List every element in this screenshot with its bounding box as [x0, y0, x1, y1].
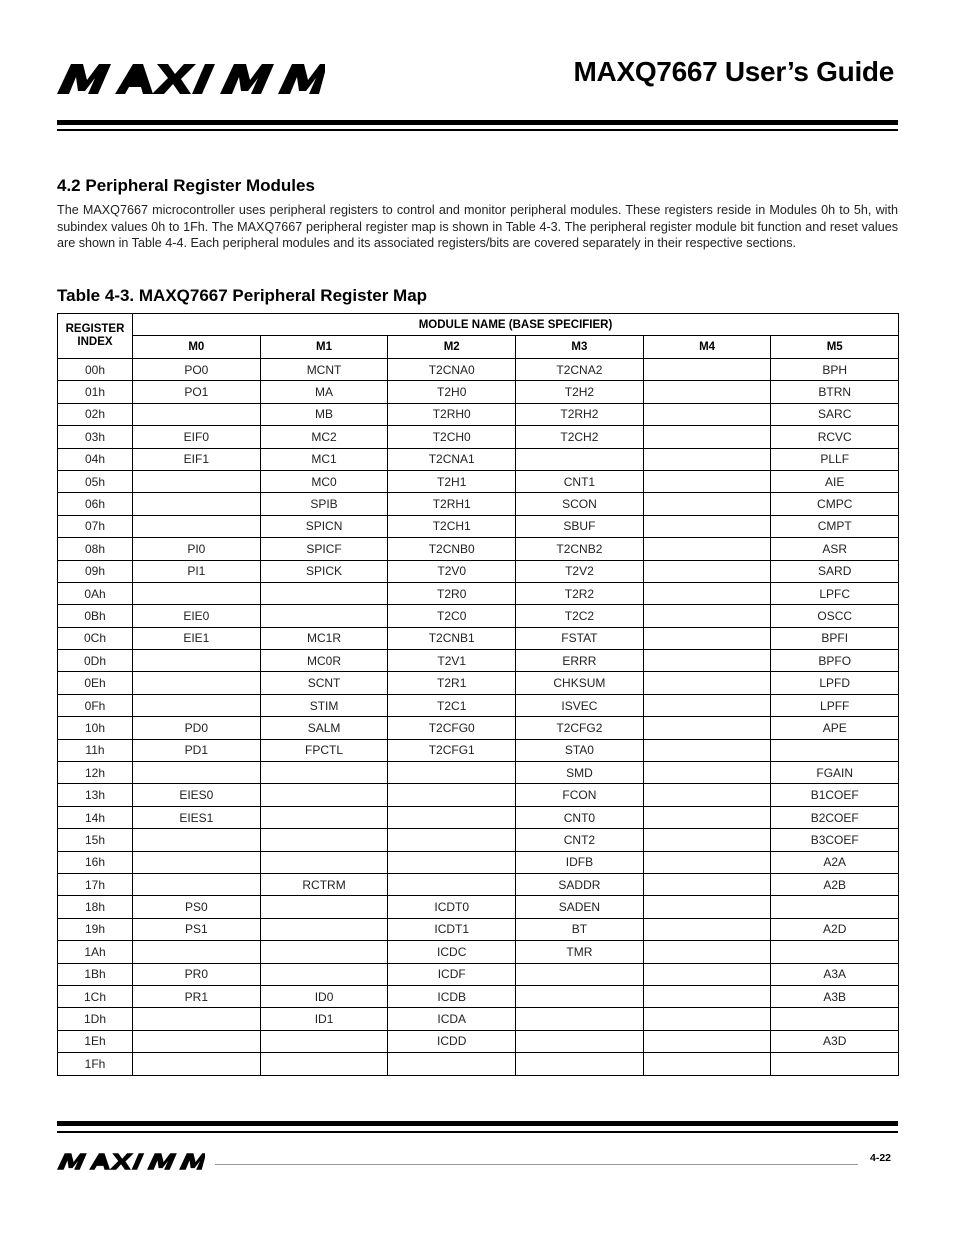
register-index-header: REGISTER INDEX	[58, 314, 133, 359]
register-name-cell: FGAIN	[771, 762, 899, 784]
register-name-cell: EIE1	[133, 627, 261, 649]
register-index-cell: 0Eh	[58, 672, 133, 694]
register-name-cell: A2B	[771, 873, 899, 895]
register-name-cell	[771, 941, 899, 963]
register-name-cell: PS0	[133, 896, 261, 918]
module-column-header: M0	[133, 336, 261, 359]
register-name-cell	[643, 448, 771, 470]
register-index-cell: 17h	[58, 873, 133, 895]
table-row	[58, 918, 899, 940]
register-index-cell: 0Dh	[58, 650, 133, 672]
register-name-cell: T2CH1	[388, 515, 516, 537]
register-name-cell	[388, 784, 516, 806]
register-name-cell	[260, 829, 388, 851]
register-index-cell: 0Ah	[58, 582, 133, 604]
register-index-cell: 08h	[58, 538, 133, 560]
register-index-cell: 15h	[58, 829, 133, 851]
table-row	[58, 426, 899, 448]
maxim-logo	[57, 62, 325, 96]
register-name-cell	[388, 829, 516, 851]
register-index-cell: 1Fh	[58, 1053, 133, 1075]
register-name-cell	[643, 806, 771, 828]
register-name-cell: T2CH2	[516, 426, 644, 448]
register-name-cell	[133, 515, 261, 537]
table-row	[58, 941, 899, 963]
register-name-cell: RCTRM	[260, 873, 388, 895]
register-name-cell: B3COEF	[771, 829, 899, 851]
register-name-cell	[643, 829, 771, 851]
register-index-cell: 1Dh	[58, 1008, 133, 1030]
register-name-cell: T2H2	[516, 381, 644, 403]
register-name-cell: A2A	[771, 851, 899, 873]
register-name-cell	[643, 426, 771, 448]
register-name-cell: SPICN	[260, 515, 388, 537]
register-name-cell	[260, 1053, 388, 1075]
register-name-cell	[516, 963, 644, 985]
register-name-cell: PR1	[133, 985, 261, 1007]
register-index-cell: 11h	[58, 739, 133, 761]
register-name-cell: SARC	[771, 403, 899, 425]
register-name-cell: PI0	[133, 538, 261, 560]
footer-divider	[215, 1164, 858, 1165]
register-name-cell	[133, 873, 261, 895]
register-name-cell: T2CNA1	[388, 448, 516, 470]
register-name-cell	[260, 918, 388, 940]
register-name-cell: SPICK	[260, 560, 388, 582]
register-name-cell	[260, 963, 388, 985]
register-name-cell: CHKSUM	[516, 672, 644, 694]
register-name-cell: MA	[260, 381, 388, 403]
register-name-cell: A3D	[771, 1030, 899, 1052]
register-name-cell: MC0	[260, 470, 388, 492]
register-index-cell: 10h	[58, 717, 133, 739]
register-name-cell: T2CFG1	[388, 739, 516, 761]
register-name-cell: ID0	[260, 985, 388, 1007]
table-row	[58, 560, 899, 582]
footer-rule-thin	[57, 1131, 898, 1133]
register-name-cell	[516, 1030, 644, 1052]
register-name-cell	[643, 672, 771, 694]
register-name-cell	[643, 1030, 771, 1052]
register-map-table	[57, 313, 899, 1076]
register-name-cell	[771, 1008, 899, 1030]
register-name-cell: ICDT1	[388, 918, 516, 940]
register-name-cell: BPH	[771, 359, 899, 381]
register-name-cell	[643, 918, 771, 940]
register-name-cell	[133, 493, 261, 515]
register-index-cell: 19h	[58, 918, 133, 940]
footer-rule-thick	[57, 1121, 898, 1126]
register-name-cell: T2R0	[388, 582, 516, 604]
register-name-cell	[643, 739, 771, 761]
register-name-cell: SCNT	[260, 672, 388, 694]
register-name-cell: ICDB	[388, 985, 516, 1007]
register-name-cell	[643, 694, 771, 716]
register-name-cell: BPFO	[771, 650, 899, 672]
register-name-cell: PLLF	[771, 448, 899, 470]
register-index-cell: 12h	[58, 762, 133, 784]
register-name-cell: SPIB	[260, 493, 388, 515]
register-index-cell: 1Ah	[58, 941, 133, 963]
register-name-cell: EIF1	[133, 448, 261, 470]
register-name-cell: STIM	[260, 694, 388, 716]
register-name-cell: BPFI	[771, 627, 899, 649]
register-name-cell: T2CH0	[388, 426, 516, 448]
register-name-cell	[643, 470, 771, 492]
table-row	[58, 851, 899, 873]
register-name-cell: CMPC	[771, 493, 899, 515]
register-name-cell: CNT1	[516, 470, 644, 492]
register-name-cell: SALM	[260, 717, 388, 739]
table-title: Table 4-3. MAXQ7667 Peripheral Register Map	[57, 286, 428, 305]
register-name-cell: SADEN	[516, 896, 644, 918]
register-name-cell	[260, 851, 388, 873]
maxim-logo-mark	[57, 62, 325, 96]
register-name-cell: ERRR	[516, 650, 644, 672]
register-name-cell: A3A	[771, 963, 899, 985]
register-name-cell: SADDR	[516, 873, 644, 895]
register-name-cell	[133, 1030, 261, 1052]
register-name-cell: SARD	[771, 560, 899, 582]
register-name-cell: EIF0	[133, 426, 261, 448]
register-name-cell: ISVEC	[516, 694, 644, 716]
register-name-cell: T2CFG2	[516, 717, 644, 739]
register-name-cell	[260, 896, 388, 918]
register-name-cell: T2H0	[388, 381, 516, 403]
register-name-cell: LPFC	[771, 582, 899, 604]
register-name-cell	[133, 470, 261, 492]
register-index-cell: 0Bh	[58, 605, 133, 627]
register-index-cell: 13h	[58, 784, 133, 806]
register-name-cell: MB	[260, 403, 388, 425]
header-rule-thick	[57, 120, 898, 125]
register-name-cell: SMD	[516, 762, 644, 784]
register-name-cell: ICDC	[388, 941, 516, 963]
table-row	[58, 359, 899, 381]
register-name-cell: TMR	[516, 941, 644, 963]
table-row	[58, 515, 899, 537]
register-index-cell: 1Bh	[58, 963, 133, 985]
table-row	[58, 1008, 899, 1030]
register-name-cell	[260, 806, 388, 828]
register-name-cell	[643, 762, 771, 784]
table-row	[58, 381, 899, 403]
register-name-cell	[643, 538, 771, 560]
register-name-cell	[643, 717, 771, 739]
register-name-cell: SPICF	[260, 538, 388, 560]
register-name-cell: ICDF	[388, 963, 516, 985]
register-name-cell	[133, 403, 261, 425]
register-index-cell: 06h	[58, 493, 133, 515]
table-row	[58, 896, 899, 918]
register-name-cell	[643, 985, 771, 1007]
register-name-cell: CNT0	[516, 806, 644, 828]
register-index-cell: 14h	[58, 806, 133, 828]
register-name-cell: PD0	[133, 717, 261, 739]
table-row	[58, 672, 899, 694]
register-name-cell	[260, 784, 388, 806]
table-row	[58, 806, 899, 828]
register-name-cell	[643, 851, 771, 873]
maxim-logo-footer-mark	[57, 1152, 205, 1171]
register-name-cell: ICDA	[388, 1008, 516, 1030]
register-name-cell: PI1	[133, 560, 261, 582]
register-name-cell: T2RH0	[388, 403, 516, 425]
module-column-header: M3	[516, 336, 644, 359]
register-index-cell: 18h	[58, 896, 133, 918]
section-body-text: The MAXQ7667 microcontroller uses peripheral registers to control and monitor peripheral modules. These registers reside in Modules 0h to 5h, with subindex values 0h to 1Fh. The MAXQ7667 peripheral register map is shown in Table 4-3. The peripheral register module bit function and reset values are shown in Table 4-4. Each peripheral modules and its associated registers/bits are covered separately in their respective sections.	[57, 203, 898, 251]
register-index-cell: 01h	[58, 381, 133, 403]
register-name-cell	[133, 1053, 261, 1075]
register-name-cell	[388, 806, 516, 828]
register-name-cell: T2V0	[388, 560, 516, 582]
register-name-cell: ICDT0	[388, 896, 516, 918]
register-name-cell	[643, 650, 771, 672]
register-name-cell: T2RH2	[516, 403, 644, 425]
register-name-cell: LPFF	[771, 694, 899, 716]
table-row	[58, 985, 899, 1007]
table-row	[58, 470, 899, 492]
table-row	[58, 739, 899, 761]
register-name-cell	[771, 739, 899, 761]
register-name-cell: B2COEF	[771, 806, 899, 828]
page-number: 4-22	[869, 1152, 891, 1164]
register-name-cell	[388, 851, 516, 873]
table-row	[58, 582, 899, 604]
register-name-cell: T2V2	[516, 560, 644, 582]
register-name-cell	[643, 873, 771, 895]
register-name-cell	[643, 359, 771, 381]
register-name-cell: A2D	[771, 918, 899, 940]
register-name-cell: T2R1	[388, 672, 516, 694]
table-row	[58, 829, 899, 851]
module-name-header: MODULE NAME (BASE SPECIFIER)	[133, 314, 899, 336]
register-name-cell	[516, 1053, 644, 1075]
module-header-row	[58, 336, 899, 359]
register-name-cell: MC1R	[260, 627, 388, 649]
register-name-cell	[516, 985, 644, 1007]
register-name-cell	[643, 963, 771, 985]
register-name-cell: CNT2	[516, 829, 644, 851]
register-name-cell: ASR	[771, 538, 899, 560]
register-index-cell: 16h	[58, 851, 133, 873]
table-row	[58, 963, 899, 985]
table-row	[58, 605, 899, 627]
header-rule-thin	[57, 129, 898, 131]
register-name-cell: MCNT	[260, 359, 388, 381]
module-column-header: M1	[260, 336, 388, 359]
register-name-cell: MC2	[260, 426, 388, 448]
register-name-cell: T2C2	[516, 605, 644, 627]
register-name-cell: FSTAT	[516, 627, 644, 649]
register-name-cell	[260, 605, 388, 627]
register-name-cell	[643, 403, 771, 425]
register-name-cell: PS1	[133, 918, 261, 940]
register-index-cell: 07h	[58, 515, 133, 537]
module-column-header: M4	[643, 336, 771, 359]
register-name-cell: T2H1	[388, 470, 516, 492]
register-name-cell	[133, 672, 261, 694]
register-name-cell: BTRN	[771, 381, 899, 403]
register-index-cell: 02h	[58, 403, 133, 425]
register-name-cell	[260, 941, 388, 963]
table-row	[58, 448, 899, 470]
register-name-cell: SBUF	[516, 515, 644, 537]
register-name-cell: T2CNA2	[516, 359, 644, 381]
register-name-cell: PR0	[133, 963, 261, 985]
section-heading: 4.2 Peripheral Register Modules	[57, 176, 315, 195]
table-row	[58, 717, 899, 739]
register-name-cell	[133, 582, 261, 604]
register-name-cell	[643, 627, 771, 649]
register-name-cell	[771, 896, 899, 918]
register-index-cell: 00h	[58, 359, 133, 381]
maxim-logo-footer	[57, 1152, 205, 1171]
register-name-cell	[388, 1053, 516, 1075]
register-name-cell	[133, 829, 261, 851]
register-index-cell: 0Ch	[58, 627, 133, 649]
register-name-cell	[260, 582, 388, 604]
register-name-cell: T2R2	[516, 582, 644, 604]
table-row	[58, 627, 899, 649]
register-name-cell	[260, 1030, 388, 1052]
table-row	[58, 538, 899, 560]
register-name-cell	[260, 762, 388, 784]
register-name-cell: B1COEF	[771, 784, 899, 806]
register-name-cell	[388, 873, 516, 895]
register-name-cell	[643, 560, 771, 582]
register-name-cell: T2C0	[388, 605, 516, 627]
register-name-cell	[516, 1008, 644, 1030]
register-name-cell	[643, 1008, 771, 1030]
register-name-cell: RCVC	[771, 426, 899, 448]
register-name-cell: CMPT	[771, 515, 899, 537]
register-name-cell: MC1	[260, 448, 388, 470]
register-name-cell: APE	[771, 717, 899, 739]
register-name-cell: EIE0	[133, 605, 261, 627]
register-name-cell	[133, 694, 261, 716]
register-name-cell: IDFB	[516, 851, 644, 873]
register-name-cell: EIES0	[133, 784, 261, 806]
register-name-cell	[771, 1053, 899, 1075]
register-index-cell: 09h	[58, 560, 133, 582]
register-name-cell: BT	[516, 918, 644, 940]
register-name-cell	[133, 941, 261, 963]
table-row	[58, 493, 899, 515]
register-name-cell	[133, 650, 261, 672]
register-name-cell: PD1	[133, 739, 261, 761]
register-name-cell	[643, 941, 771, 963]
register-name-cell	[133, 1008, 261, 1030]
register-name-cell	[643, 896, 771, 918]
table-row	[58, 873, 899, 895]
document-title: MAXQ7667 User’s Guide	[573, 56, 894, 87]
register-name-cell	[133, 851, 261, 873]
register-name-cell: T2CNB1	[388, 627, 516, 649]
register-name-cell: T2C1	[388, 694, 516, 716]
register-index-cell: 05h	[58, 470, 133, 492]
register-index-cell: 0Fh	[58, 694, 133, 716]
register-name-cell: T2CNB2	[516, 538, 644, 560]
register-name-cell: FCON	[516, 784, 644, 806]
register-index-cell: 1Eh	[58, 1030, 133, 1052]
register-index-cell: 03h	[58, 426, 133, 448]
register-name-cell	[643, 582, 771, 604]
register-name-cell	[643, 515, 771, 537]
register-name-cell: LPFD	[771, 672, 899, 694]
register-name-cell: SCON	[516, 493, 644, 515]
register-name-cell	[643, 784, 771, 806]
register-name-cell: ID1	[260, 1008, 388, 1030]
table-row	[58, 1053, 899, 1075]
register-index-cell: 04h	[58, 448, 133, 470]
register-name-cell: T2CFG0	[388, 717, 516, 739]
register-name-cell: OSCC	[771, 605, 899, 627]
table-row	[58, 694, 899, 716]
register-name-cell	[516, 448, 644, 470]
register-name-cell: T2CNA0	[388, 359, 516, 381]
register-name-cell	[643, 381, 771, 403]
register-name-cell	[643, 493, 771, 515]
register-index-cell: 1Ch	[58, 985, 133, 1007]
table-row	[58, 762, 899, 784]
table-row	[58, 650, 899, 672]
module-column-header: M2	[388, 336, 516, 359]
register-name-cell: EIES1	[133, 806, 261, 828]
register-name-cell: ICDD	[388, 1030, 516, 1052]
register-name-cell	[388, 762, 516, 784]
register-name-cell: PO1	[133, 381, 261, 403]
table-row	[58, 784, 899, 806]
table-body	[58, 359, 899, 1076]
register-name-cell: T2RH1	[388, 493, 516, 515]
register-name-cell	[643, 605, 771, 627]
table-row	[58, 403, 899, 425]
register-name-cell: T2V1	[388, 650, 516, 672]
register-name-cell: MC0R	[260, 650, 388, 672]
table-row	[58, 1030, 899, 1052]
module-column-header: M5	[771, 336, 899, 359]
register-name-cell: AIE	[771, 470, 899, 492]
register-name-cell: PO0	[133, 359, 261, 381]
register-name-cell: A3B	[771, 985, 899, 1007]
register-name-cell: STA0	[516, 739, 644, 761]
register-name-cell	[643, 1053, 771, 1075]
register-name-cell	[133, 762, 261, 784]
register-name-cell: FPCTL	[260, 739, 388, 761]
register-name-cell: T2CNB0	[388, 538, 516, 560]
